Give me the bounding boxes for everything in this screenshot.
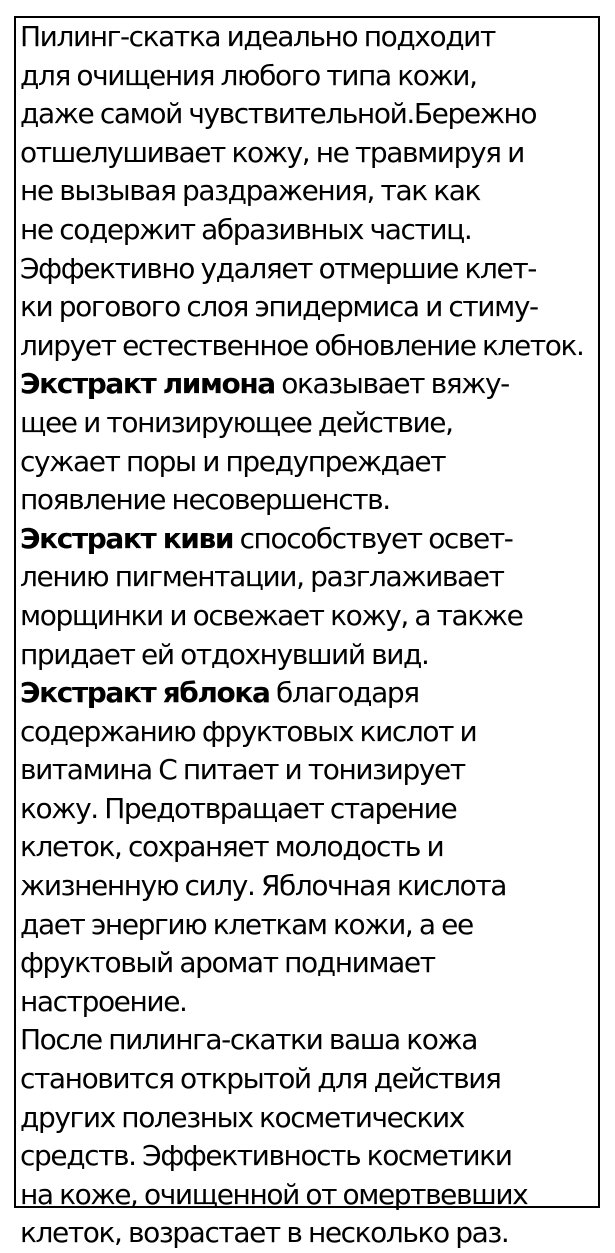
text-line [20,944,612,983]
text-line [20,674,612,713]
line-text: фруктовый аромат поднимает [20,946,435,980]
line-text: сужает поры и предупреждает [20,444,446,478]
text-line [20,211,612,250]
line-text: благодаря [269,676,419,710]
line-text: средств. Эффективность косметики [20,1139,512,1173]
text-line [20,906,612,945]
line-text: оказывает вяжу- [274,367,509,401]
text-line [20,828,612,867]
text-line [20,327,612,366]
line-text: Эффективно удаляет отмершие клет- [20,251,536,285]
text-line [20,250,612,289]
line-text: морщинки и освежает кожу, а также [20,598,523,632]
line-text: содержанию фруктовых кислот и [20,714,477,748]
line-text: настроение. [20,984,187,1018]
line-text: Пилинг-скатка идеально подходит [20,20,495,53]
text-line [20,1099,612,1138]
text-line [20,18,612,57]
line-text: кожу. Предотвращает старение [20,791,457,825]
text-line [20,1214,612,1253]
text-line [20,1021,612,1060]
text-line [20,365,612,404]
text-line [20,443,612,482]
apple-extract-heading: Экстракт яблока [20,676,270,710]
text-line [20,288,612,327]
text-line [20,867,612,906]
description-text-block [20,18,612,1253]
line-text: придает ей отдохнувший вид. [20,637,429,671]
line-text: не вызывая раздражения, так как [20,174,481,208]
line-text: других полезных косметических [20,1100,464,1134]
line-text: клеток, возрастает в несколько раз. [20,1216,509,1250]
line-text: лирует естественное обновление клеток. [20,328,584,362]
text-line [20,520,612,559]
text-line [20,57,612,96]
text-line [20,713,612,752]
line-text: щее и тонизирующее действие, [20,405,453,439]
text-line [20,172,612,211]
line-text: клеток, сохраняет молодость и [20,830,444,864]
line-text: появление несовершенств. [20,483,390,517]
lemon-extract-heading: Экстракт лимона [20,367,275,401]
text-line [20,983,612,1022]
line-text: дает энергию клеткам кожи, а ее [20,907,473,941]
text-line [20,134,612,173]
text-line [20,636,612,675]
line-text: не содержит абразивных частиц. [20,212,472,246]
line-text: даже самой чувствительной.Бережно [20,97,537,131]
line-text: становится открытой для действия [20,1062,501,1096]
line-text: для очищения любого типа кожи, [20,58,477,92]
line-text: способствует освет- [233,521,513,555]
line-text: витамина С питает и тонизирует [20,753,465,787]
text-line [20,95,612,134]
line-text: ки рогового слоя эпидермиса и стиму- [20,290,538,324]
line-text: После пилинга-скатки ваша кожа [20,1023,478,1057]
line-text: отшелушивает кожу, не травмируя и [20,135,524,169]
text-line [20,404,612,443]
text-line [20,1060,612,1099]
line-text: жизненную силу. Яблочная кислота [20,869,507,903]
line-text: на коже, очищенной от омертвевших [20,1177,528,1211]
line-text: лению пигментации, разглаживает [20,560,504,594]
text-line [20,751,612,790]
text-line [20,1176,612,1215]
kiwi-extract-heading: Экстракт киви [20,521,234,555]
text-line [20,790,612,829]
text-line [20,558,612,597]
text-line [20,597,612,636]
text-line [20,481,612,520]
text-line [20,1137,612,1176]
